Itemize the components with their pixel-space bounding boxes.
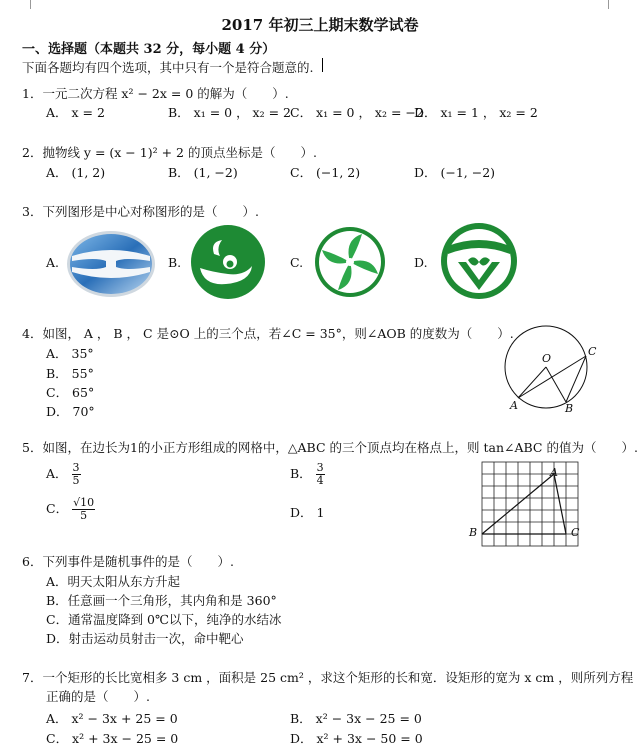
text-cursor (322, 58, 323, 72)
exam-title: 2017 年初三上期末数学试卷 (221, 16, 419, 34)
page-corner-top-right (608, 0, 619, 9)
q5-label-b: B (469, 526, 478, 539)
q4-option-d: D． 70° (46, 404, 95, 419)
q5-label-a: A (550, 466, 558, 479)
q6-option-a: A．明天太阳从东方升起 (46, 574, 181, 589)
logo-c-pinwheel-icon (314, 226, 386, 298)
page-corner-top-left (20, 0, 31, 9)
q4-option-b: B． 55° (46, 366, 94, 381)
q5-label-c: C (571, 526, 580, 539)
q6-option-b: B．任意画一个三角形，其内角和是 360° (46, 593, 277, 608)
q1-stem: 1．一元二次方程 x² − 2x = 0 的解为（ ）. (22, 86, 289, 101)
q2-option-c: C． (−1, 2) (290, 165, 361, 180)
logo-b-green-swirl-icon (190, 224, 266, 300)
q4-label-a: A (510, 399, 518, 412)
q6-option-c: C．通常温度降到 0℃以下，纯净的水结冰 (46, 612, 282, 627)
q6-stem: 6．下列事件是随机事件的是（ ）. (22, 554, 234, 569)
q1-option-b: B． x₁ = 0 ， x₂ = 2 (168, 105, 291, 120)
q7-option-b: B． x² − 3x − 25 = 0 (290, 711, 422, 726)
q2-option-d: D． (−1, −2) (414, 165, 496, 180)
q3-stem: 3．下列图形是中心对称图形的是（ ）. (22, 204, 259, 219)
section-heading: 一、选择题（本题共 32 分，每小题 4 分） (22, 42, 276, 57)
q5-option-a: A． $\frac{3}{5}$ (46, 461, 80, 487)
q5-option-b: B． $\frac{3}{4}$ (290, 461, 324, 487)
q7-stem-continued: 正确的是（ ）. (46, 689, 150, 704)
q7-option-a: A． x² − 3x + 25 = 0 (46, 711, 178, 726)
instruction-text: 下面各题均有四个选项，其中只有一个是符合题意的. (22, 60, 314, 75)
q2-stem: 2．抛物线 y = (x − 1)² + 2 的顶点坐标是（ ）. (22, 145, 317, 160)
q4-option-a: A． 35° (46, 346, 94, 361)
q1-option-a: A． x = 2 (46, 105, 105, 120)
q4-label-b: B (565, 402, 574, 415)
q3-option-c: C. (290, 255, 304, 270)
q7-option-d: D． x² + 3x − 50 = 0 (290, 731, 423, 746)
q5-option-c: C． $\frac{√10}{5}$ (46, 496, 95, 522)
q3-option-d: D. (414, 255, 428, 270)
q5-option-d: D． 1 (290, 505, 325, 520)
q4-option-c: C． 65° (46, 385, 95, 400)
q4-stem: 4．如图， A ， B ， C 是⊙O 上的三个点，若∠C = 35°，则∠AOB 的度数为（ ）. (22, 326, 514, 341)
q1-option-c: C． x₁ = 0 ， x₂ = −2 (290, 105, 424, 120)
q5-stem: 5．如图，在边长为1的小正方形组成的网格中，△ABC 的三个顶点均在格点上，则 tan∠ABC 的值为（ ）. (22, 440, 638, 455)
q2-option-a: A． (1, 2) (46, 165, 106, 180)
q6-option-d: D．射击运动员射击一次，命中靶心 (46, 631, 244, 646)
q7-option-c: C． x² + 3x − 25 = 0 (46, 731, 179, 746)
q4-label-c: C (588, 345, 597, 358)
logo-a-blue-oval-icon (66, 230, 156, 298)
q1-option-d: D． x₁ = 1 ， x₂ = 2 (414, 105, 538, 120)
logo-d-green-leaf-icon (440, 222, 518, 300)
q3-option-a: A. (46, 255, 60, 270)
q7-stem: 7．一个矩形的长比宽相多 3 cm ，面积是 25 cm² ，求这个矩形的长和宽．设矩形的宽为 x cm ，则所列方程 (22, 670, 634, 685)
q3-option-b: B. (168, 255, 182, 270)
q2-option-b: B． (1, −2) (168, 165, 238, 180)
q4-label-o: O (542, 352, 552, 365)
